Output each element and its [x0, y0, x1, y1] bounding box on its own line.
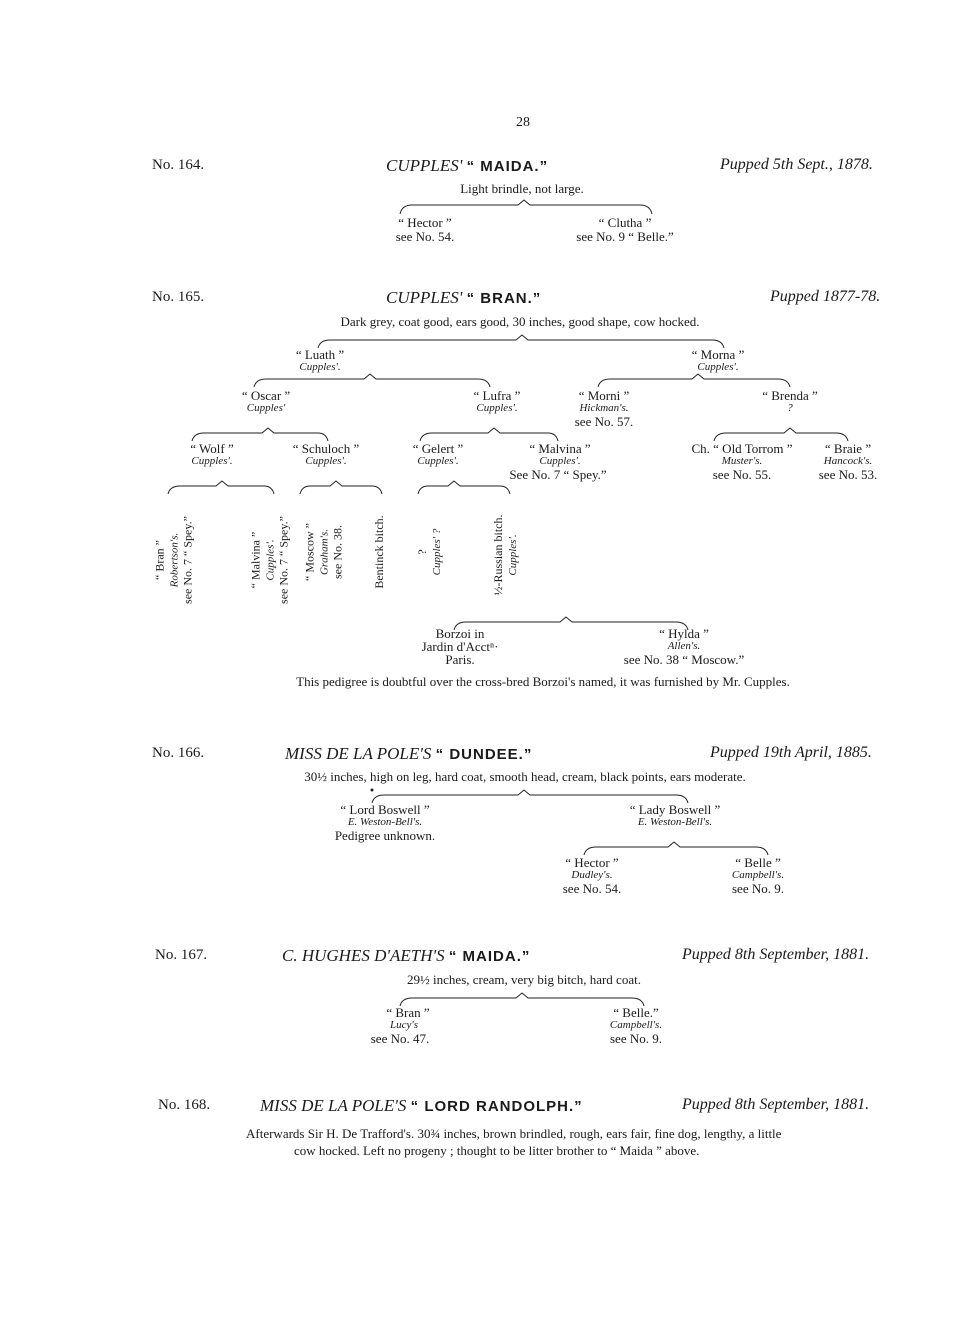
schuloch: “ Schuloch ” [292, 441, 360, 456]
description: 30½ inches, high on leg, hard coat, smooth head, cream, black points, ears moderate. [304, 769, 746, 784]
lufra-owner: Cupples'. [476, 402, 518, 414]
entry-number: No. 165. [152, 289, 205, 305]
title-name: “ MAIDA.” [466, 158, 549, 175]
vertical-russian-name: ½-Russian bitch. [491, 514, 506, 596]
description: 29½ inches, cream, very big bitch, hard coat. [407, 972, 641, 987]
page-number: 28 [516, 115, 530, 130]
dam-ref: see No. 9. [610, 1031, 662, 1046]
malvina-ref: See No. 7 “ Spey.” [509, 467, 607, 482]
sire-name: “ Hector ” [398, 215, 452, 230]
description: Dark grey, coat good, ears good, 30 inches, good shape, cow hocked. [340, 314, 700, 329]
schuloch-owner: Cupples'. [305, 455, 347, 467]
braie: “ Braie ” [824, 441, 872, 456]
dam-name: “ Belle.” [613, 1005, 659, 1020]
vertical-bran-owner: Robertson's. [168, 532, 181, 588]
vertical-moscow-owner: Graham's. [318, 528, 331, 576]
old-torrom-owner: Muster's. [721, 455, 763, 467]
pedigree-note: This pedigree is doubtful over the cross-bred Borzoi's named, it was furnished by Mr. Cupples. [296, 674, 790, 689]
pupped-date: Pupped 8th September, 1881. [682, 946, 870, 963]
gelert-owner: Cupples'. [417, 455, 459, 467]
sire-ref: see No. 54. [395, 229, 455, 244]
hector-ref: see No. 54. [562, 881, 622, 896]
sire-luath: “ Luath ” [295, 347, 345, 362]
brenda: “ Brenda ” [762, 388, 818, 403]
vertical-question-name: ? [415, 549, 430, 555]
vertical-moscow-ref: see No. 38. [329, 525, 344, 580]
vertical-moscow [303, 523, 344, 581]
hylda-ref: see No. 38 “ Moscow.” [623, 652, 745, 667]
brenda-owner: ? [787, 402, 793, 414]
vertical-malvina-owner: Cupples'. [264, 539, 277, 581]
title-name: “ DUNDEE.” [435, 746, 533, 763]
sire-luath-owner: Cupples'. [299, 361, 341, 373]
dam-morna-owner: Cupples'. [697, 361, 739, 373]
vertical-russian-owner: Cupples'. [507, 534, 519, 576]
hector-owner: Dudley's. [571, 869, 613, 881]
vertical-question [416, 529, 444, 576]
entry-number: No. 166. [152, 745, 205, 761]
title-owner: CUPPLES' [386, 156, 463, 175]
pupped-date: Pupped 8th September, 1881. [682, 1096, 870, 1113]
dam-owner: Campbell's. [609, 1019, 663, 1031]
pupped-date: Pupped 1877-78. [770, 288, 881, 305]
vertical-bran [153, 516, 194, 604]
sire-name: “ Lord Boswell ” [340, 802, 430, 817]
pupped-date: Pupped 19th April, 1885. [710, 744, 872, 761]
dam-owner: E. Weston-Bell's. [637, 816, 713, 828]
borzoi-line-3: Paris. [445, 652, 475, 667]
borzoi-line-2: Jardin d'Acctⁿ· [421, 639, 499, 654]
vertical-russian [492, 515, 520, 596]
title-owner: MISS DE LA POLE'S [260, 1096, 407, 1115]
title-name: “ BRAN.” [466, 290, 542, 307]
wolf: “ Wolf ” [190, 441, 234, 456]
dam-morna: “ Morna ” [691, 347, 745, 362]
belle-ref: see No. 9. [732, 881, 784, 896]
title-owner: MISS DE LA POLE'S [285, 744, 432, 763]
entry-number: No. 168. [158, 1097, 211, 1113]
lufra: “ Lufra ” [473, 388, 521, 403]
sire-owner: Lucy's [389, 1019, 419, 1031]
wolf-owner: Cupples'. [191, 455, 233, 467]
entry-title [285, 745, 532, 762]
entry-title [260, 1097, 583, 1114]
sire-ref: see No. 47. [370, 1031, 430, 1046]
description-line-1: Afterwards Sir H. De Trafford's. 30¾ inches, brown brindled, rough, ears fair, fine dog, lengthy, a little [246, 1126, 782, 1141]
description-line-2: cow hocked. Left no progeny ; thought to be litter brother to “ Maida ” above. [294, 1143, 700, 1158]
dam-name: “ Clutha ” [598, 215, 652, 230]
braie-ref: see No. 53. [818, 467, 878, 482]
entry-title [386, 157, 548, 174]
morni-ref: see No. 57. [574, 414, 634, 429]
malvina: “ Malvina ” [529, 441, 591, 456]
gelert: “ Gelert ” [412, 441, 464, 456]
dam-ref: see No. 9 “ Belle.” [576, 229, 674, 244]
malvina-owner: Cupples'. [539, 455, 581, 467]
oscar-owner: Cupples' [246, 402, 286, 414]
sire-ref: Pedigree unknown. [334, 828, 436, 843]
oscar: “ Oscar ” [241, 388, 291, 403]
belle: “ Belle ” [735, 855, 781, 870]
title-owner: CUPPLES' [386, 288, 463, 307]
entry-title [386, 289, 541, 306]
morni: “ Morni ” [578, 388, 630, 403]
vertical-bran-ref: see No. 7 “ Spey.” [179, 516, 194, 604]
vertical-bentinck [373, 515, 387, 588]
pupped-date: Pupped 5th Sept., 1878. [720, 156, 873, 173]
borzoi-line-1: Borzoi in [435, 626, 485, 641]
hector: “ Hector ” [565, 855, 619, 870]
vertical-bentinck-name: Bentinck bitch. [372, 515, 387, 589]
title-owner: C. HUGHES D'AETH'S [282, 946, 445, 965]
entry-number: No. 164. [152, 157, 205, 173]
sire-owner: E. Weston-Bell's. [347, 816, 423, 828]
title-name: “ LORD RANDOLPH.” [410, 1098, 583, 1115]
belle-owner: Campbell's. [731, 869, 785, 881]
vertical-malvina [249, 516, 290, 604]
morni-owner: Hickman's. [579, 402, 629, 414]
vertical-bran-name: “ Bran ” [152, 540, 167, 580]
old-torrom: Ch. “ Old Torrom ” [691, 441, 793, 456]
sire-name: “ Bran ” [386, 1005, 430, 1020]
entry-title [282, 947, 530, 964]
old-torrom-ref: see No. 55. [712, 467, 772, 482]
hylda: “ Hylda ” [659, 626, 709, 641]
dam-name: “ Lady Boswell ” [629, 802, 721, 817]
vertical-malvina-name: “ Malvina ” [248, 531, 263, 589]
vertical-moscow-name: “ Moscow ” [302, 523, 317, 581]
vertical-malvina-ref: see No. 7 “ Spey.” [275, 516, 290, 604]
hylda-owner: Allen's. [667, 640, 701, 652]
description: Light brindle, not large. [460, 181, 584, 196]
title-name: “ MAIDA.” [448, 948, 531, 965]
braie-owner: Hancock's. [823, 455, 873, 467]
entry-number: No. 167. [155, 947, 208, 963]
vertical-question-owner: Cupples' ? [431, 528, 443, 576]
